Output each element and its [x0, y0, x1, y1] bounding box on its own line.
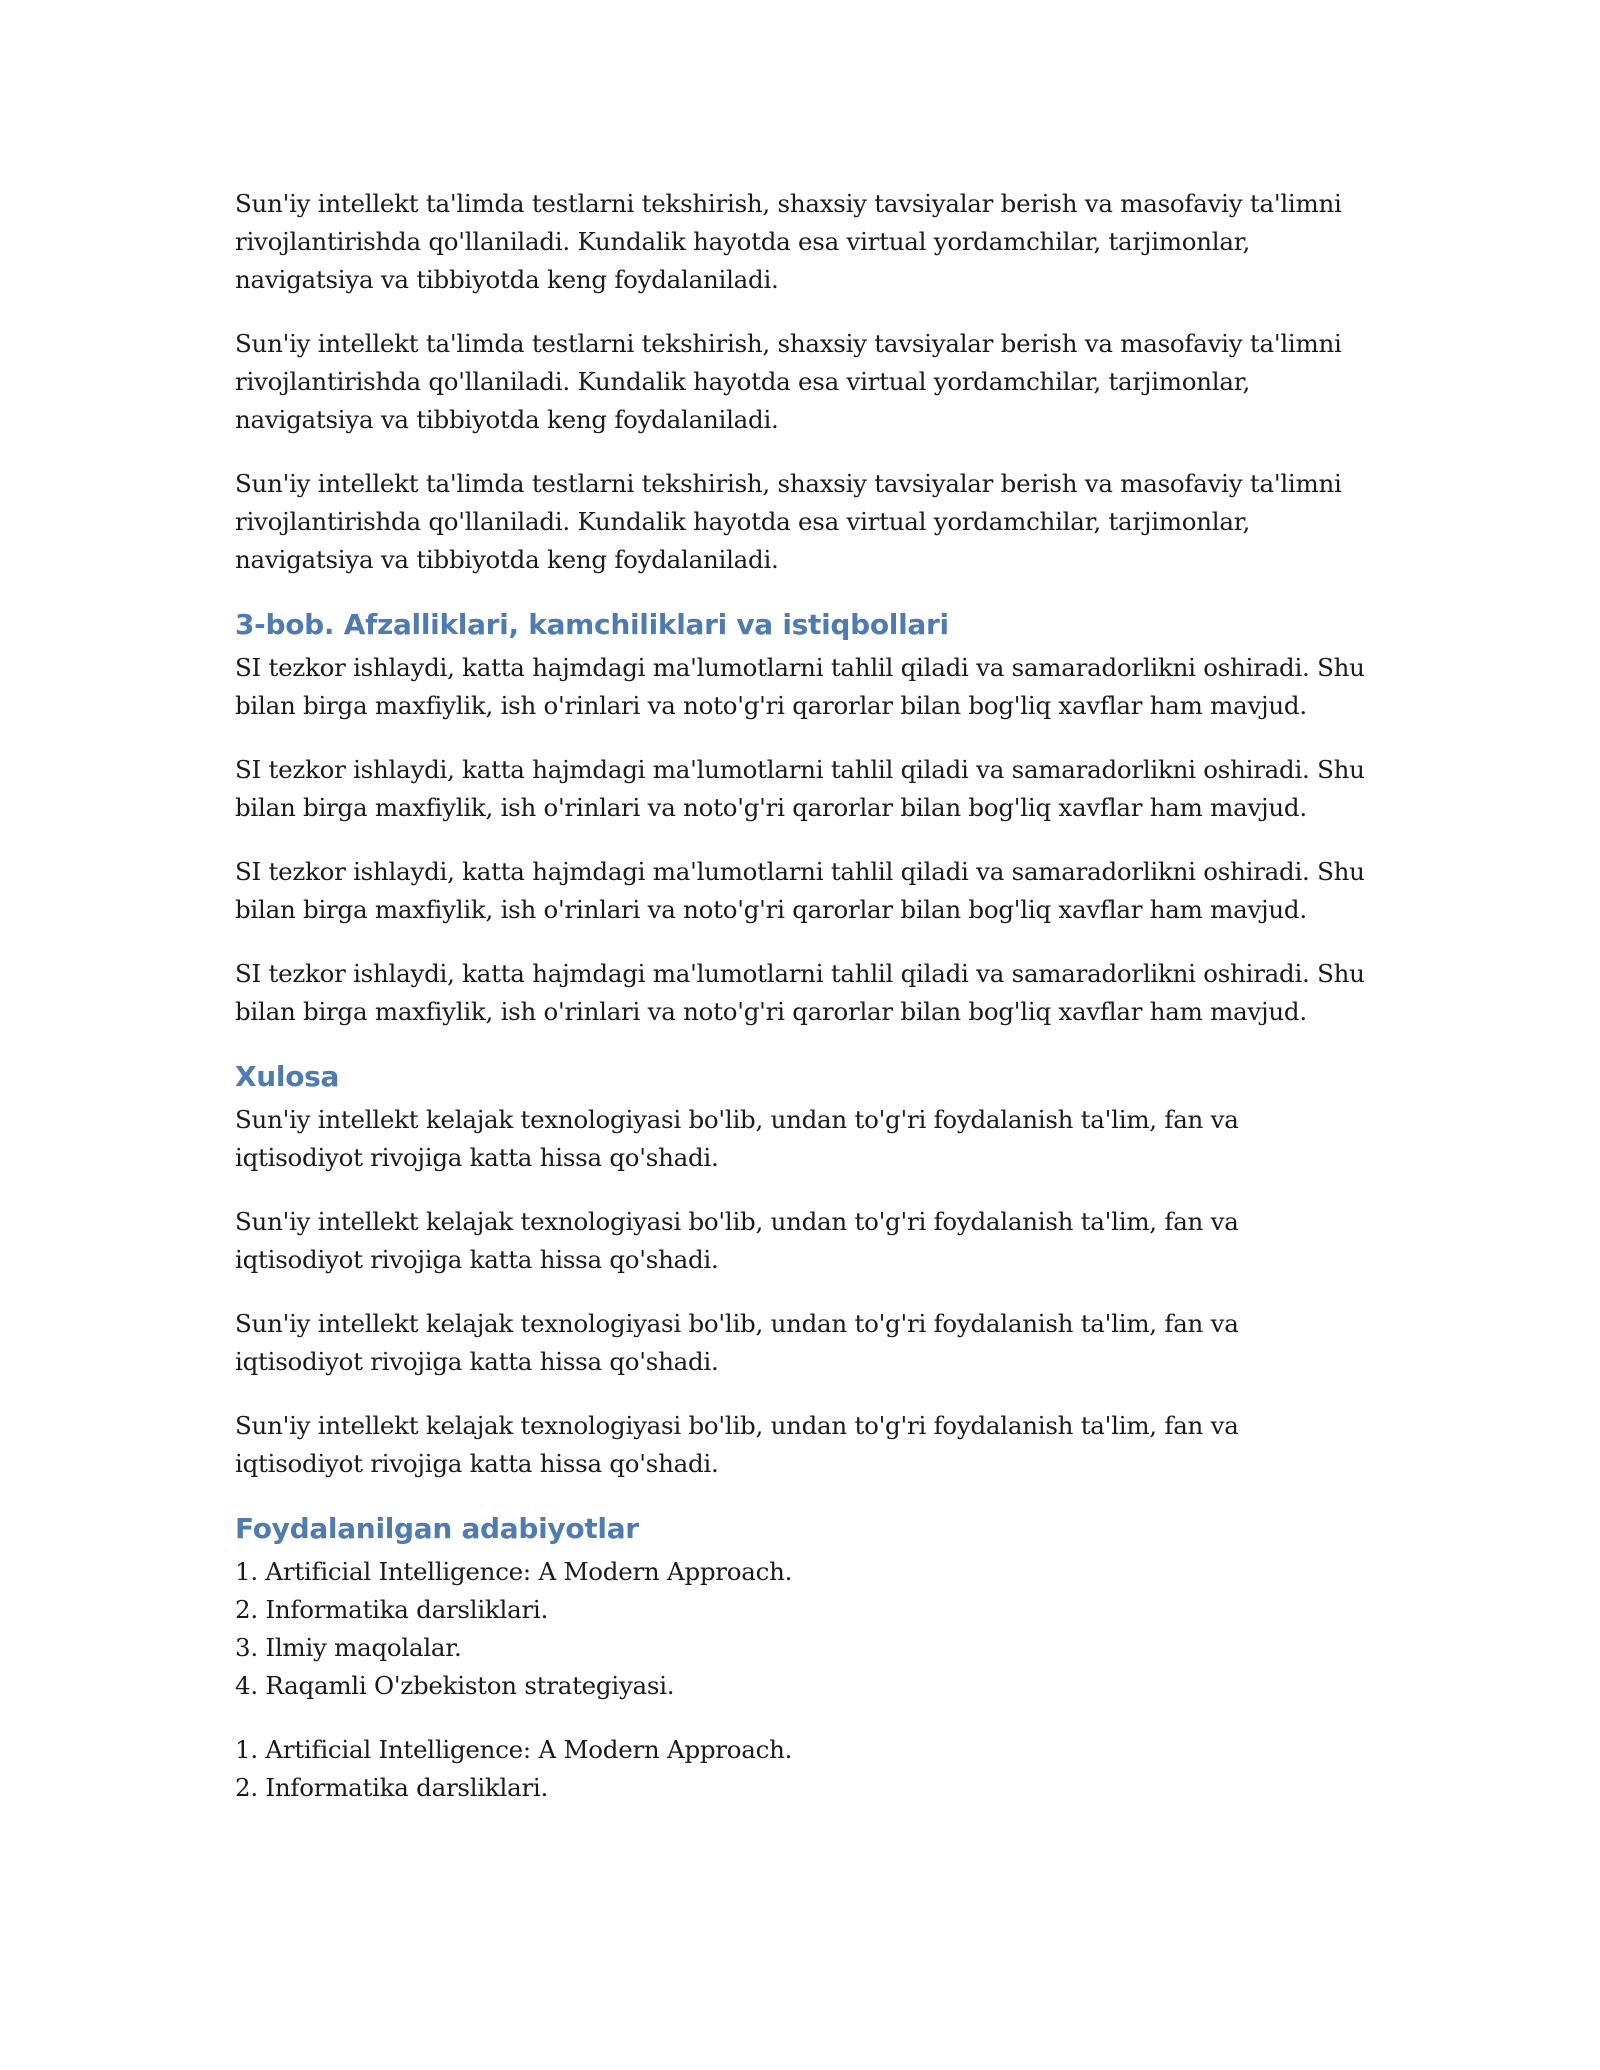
- conclusion-paragraph: Sun'iy intellekt kelajak texnologiyasi bo'lib, undan to'g'ri foydalanish ta'lim, fan va iqtisodiyot rivojiga katta hissa qo'shadi.: [235, 1105, 1239, 1172]
- references-list-1: [235, 1553, 1365, 1705]
- chapter3-paragraph: SI tezkor ishlaydi, katta hajmdagi ma'lumotlarni tahlil qiladi va samaradorlikni oshiradi. Shu bilan birga maxfiylik, ish o'rinlari va noto'g'ri qarorlar bilan bog'liq xavflar ham mavjud.: [235, 653, 1365, 720]
- reference-item: 2. Informatika darsliklari.: [235, 1773, 549, 1802]
- references-list-2: [235, 1731, 1365, 1807]
- reference-item: 2. Informatika darsliklari.: [235, 1595, 549, 1624]
- conclusion-paragraph: Sun'iy intellekt kelajak texnologiyasi bo'lib, undan to'g'ri foydalanish ta'lim, fan va iqtisodiyot rivojiga katta hissa qo'shadi.: [235, 1411, 1239, 1478]
- reference-item: 3. Ilmiy maqolalar.: [235, 1633, 462, 1662]
- conclusion-heading: Xulosa: [235, 1060, 340, 1093]
- chapter3-paragraph: SI tezkor ishlaydi, katta hajmdagi ma'lumotlarni tahlil qiladi va samaradorlikni oshiradi. Shu bilan birga maxfiylik, ish o'rinlari va noto'g'ri qarorlar bilan bog'liq xavflar ham mavjud.: [235, 755, 1365, 822]
- intro-paragraph: Sun'iy intellekt ta'limda testlarni tekshirish, shaxsiy tavsiyalar berish va masofaviy ta'limni rivojlantirishda qo'llaniladi. Kundalik hayotda esa virtual yordamchilar, tarjimonlar, navigatsiya va tibbiyotda keng foydalaniladi.: [235, 469, 1342, 574]
- chapter3-heading: 3-bob. Afzalliklari, kamchiliklari va istiqbollari: [235, 608, 949, 641]
- references-heading: Foydalanilgan adabiyotlar: [235, 1512, 639, 1545]
- conclusion-paragraph: Sun'iy intellekt kelajak texnologiyasi bo'lib, undan to'g'ri foydalanish ta'lim, fan va iqtisodiyot rivojiga katta hissa qo'shadi.: [235, 1207, 1239, 1274]
- reference-item: 1. Artificial Intelligence: A Modern Approach.: [235, 1557, 793, 1586]
- document-body: [235, 185, 1365, 1833]
- conclusion-paragraph: Sun'iy intellekt kelajak texnologiyasi bo'lib, undan to'g'ri foydalanish ta'lim, fan va iqtisodiyot rivojiga katta hissa qo'shadi.: [235, 1309, 1239, 1376]
- chapter3-paragraph: SI tezkor ishlaydi, katta hajmdagi ma'lumotlarni tahlil qiladi va samaradorlikni oshiradi. Shu bilan birga maxfiylik, ish o'rinlari va noto'g'ri qarorlar bilan bog'liq xavflar ham mavjud.: [235, 857, 1365, 924]
- chapter3-paragraph: SI tezkor ishlaydi, katta hajmdagi ma'lumotlarni tahlil qiladi va samaradorlikni oshiradi. Shu bilan birga maxfiylik, ish o'rinlari va noto'g'ri qarorlar bilan bog'liq xavflar ham mavjud.: [235, 959, 1365, 1026]
- intro-paragraph: Sun'iy intellekt ta'limda testlarni tekshirish, shaxsiy tavsiyalar berish va masofaviy ta'limni rivojlantirishda qo'llaniladi. Kundalik hayotda esa virtual yordamchilar, tarjimonlar, navigatsiya va tibbiyotda keng foydalaniladi.: [235, 189, 1342, 294]
- intro-paragraph: Sun'iy intellekt ta'limda testlarni tekshirish, shaxsiy tavsiyalar berish va masofaviy ta'limni rivojlantirishda qo'llaniladi. Kundalik hayotda esa virtual yordamchilar, tarjimonlar, navigatsiya va tibbiyotda keng foydalaniladi.: [235, 329, 1342, 434]
- reference-item: 1. Artificial Intelligence: A Modern Approach.: [235, 1735, 793, 1764]
- reference-item: 4. Raqamli O'zbekiston strategiyasi.: [235, 1671, 675, 1700]
